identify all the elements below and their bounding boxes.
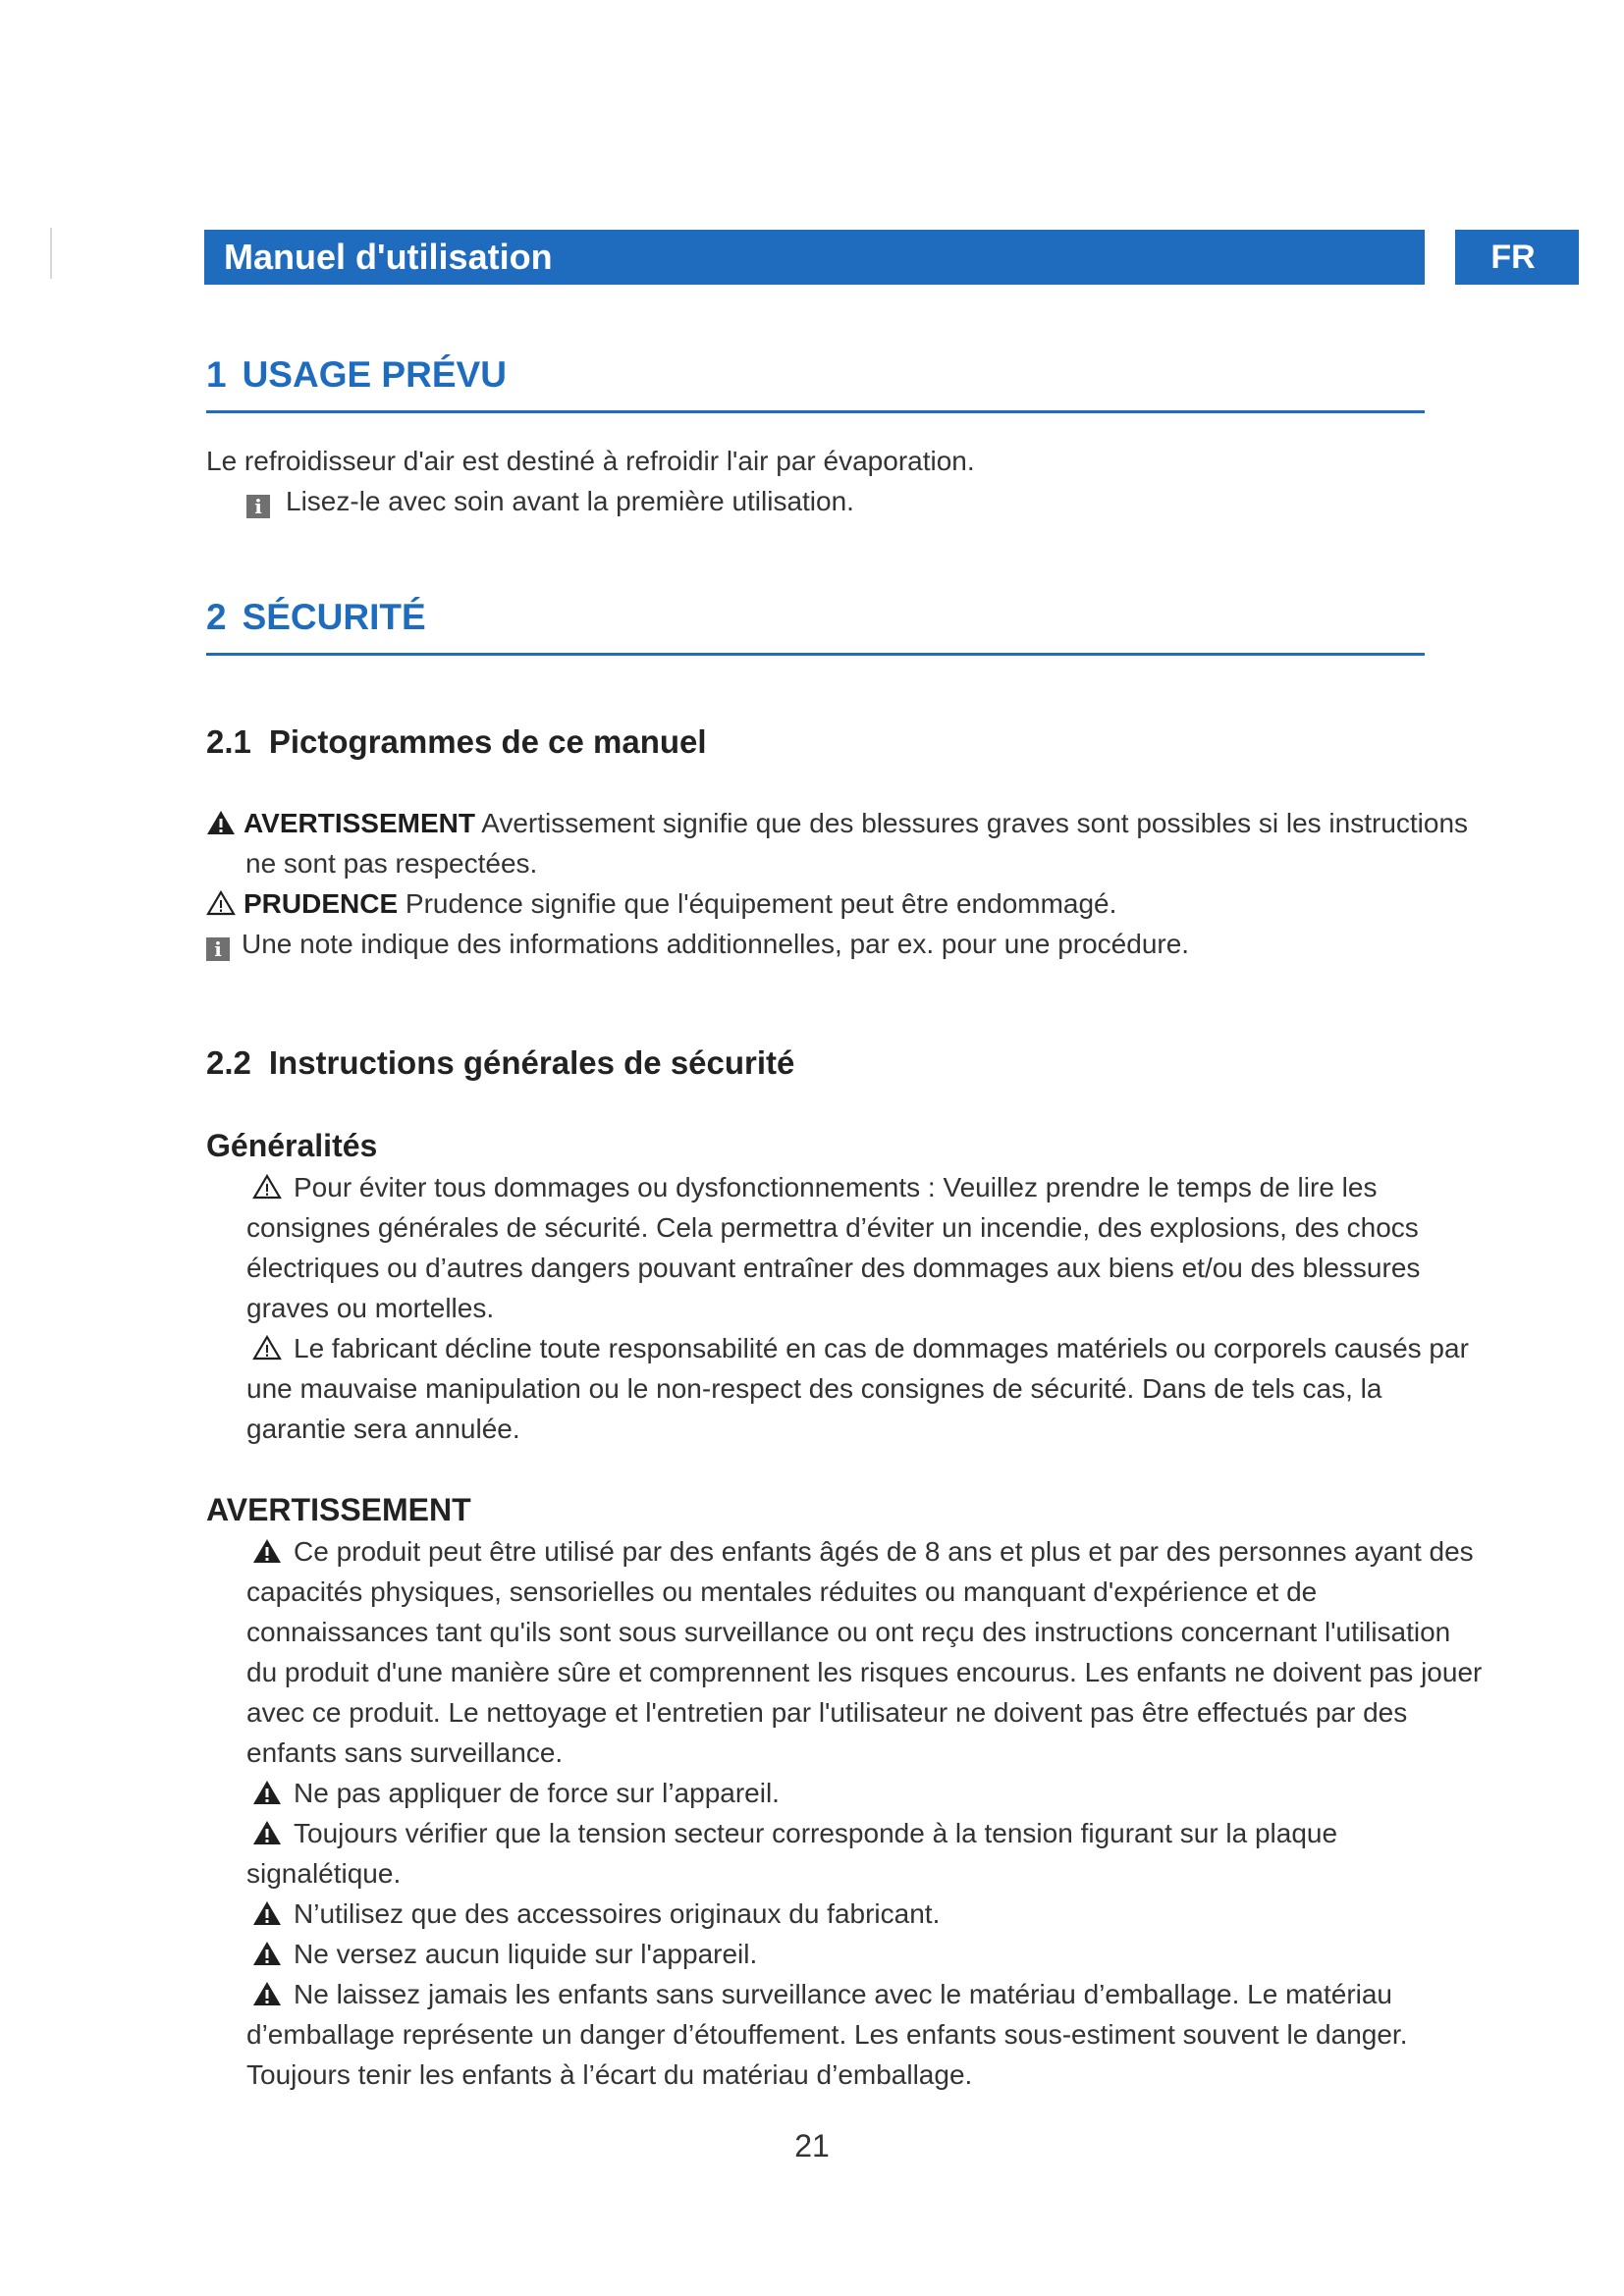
subsection-2-2-number: 2.2 — [206, 1044, 251, 1081]
warning-item-text: N’utilisez que des accessoires originaux du fabricant. — [294, 1898, 941, 1929]
section-2-title: SÉCURITÉ — [242, 597, 426, 637]
warning-item — [246, 1531, 1484, 1773]
info-icon: i — [206, 937, 230, 961]
caution-outline-icon — [206, 889, 236, 917]
section-1-text: Le refroidisseur d'air est destiné à refroidir l'air par évaporation. — [206, 446, 975, 476]
warning-heading: AVERTISSEMENT — [206, 1492, 471, 1527]
warning-filled-icon — [252, 1899, 282, 1927]
section-1-note-text: Lisez-le avec soin avant la première utilisation. — [286, 486, 854, 516]
caution-outline-icon — [252, 1334, 282, 1362]
pictogram-caution-definition — [206, 883, 1434, 924]
page-number: 21 — [794, 2128, 830, 2163]
caution-outline-icon — [252, 1173, 282, 1201]
general-paragraph-1-text: Pour éviter tous dommages ou dysfonctionnements : Veuillez prendre le temps de lire les consignes générales de sécurité. Cela permettra d’éviter un incendie, des explosions, des chocs électriques ou d’autres dangers pouvant entraîner des dommages aux biens et/ou des blessures graves ou mortelles. — [246, 1172, 1421, 1323]
subsection-2-1-heading — [206, 722, 707, 762]
warning-item — [246, 1974, 1484, 2095]
section-2-number: 2 — [206, 597, 227, 637]
warning-item — [246, 1773, 1484, 1813]
warning-item — [246, 1813, 1484, 1894]
warning-item-text: Ce produit peut être utilisé par des enfants âgés de 8 ans et plus et par des personnes ayant des capacités physiques, sensorielles ou mentales réduites ou manquant d'expérience et de connaissances tant qu'ils sont sous surveillance ou ont reçu des instructions concernant l'utilisation du produit d'une manière sûre et comprennent les risques encourus. Les enfants ne doivent pas jouer avec ce produit. Le nettoyage et l'entretien par l'utilisateur ne doivent pas être effectués par des enfants sans surveillance. — [246, 1536, 1483, 1768]
warning-filled-icon — [206, 809, 236, 836]
section-1-title: USAGE PRÉVU — [242, 354, 507, 395]
warning-label: AVERTISSEMENT — [244, 808, 475, 838]
warning-list — [246, 1531, 1484, 2095]
margin-mark — [50, 228, 52, 279]
general-paragraph-2-text: Le fabricant décline toute responsabilité en cas de dommages matériels ou corporels causés par une mauvaise manipulation ou le non-respect des consignes de sécurité. Dans de tels cas, la garantie sera annulée. — [246, 1333, 1469, 1444]
pictogram-warning-definition — [206, 803, 1473, 883]
general-paragraph-2 — [246, 1328, 1484, 1449]
general-heading: Généralités — [206, 1128, 378, 1163]
warning-definition-text: Avertissement signifie que des blessures graves sont possibles si les instructions ne sont pas respectées. — [245, 808, 1469, 879]
warning-item-text: Toujours vérifier que la tension secteur corresponde à la tension figurant sur la plaque signalétique. — [246, 1818, 1338, 1889]
general-paragraph-1 — [246, 1167, 1484, 1328]
warning-filled-icon — [252, 1940, 282, 1967]
info-icon: i — [246, 495, 270, 518]
warning-item — [246, 1934, 1484, 1974]
section-2-heading — [206, 596, 1425, 656]
caution-definition-text: Prudence signifie que l'équipement peut être endommagé. — [405, 888, 1117, 919]
subsection-2-2-heading — [206, 1043, 794, 1083]
warning-item-text: Ne versez aucun liquide sur l'appareil. — [294, 1939, 758, 1969]
section-1-number: 1 — [206, 354, 227, 395]
warning-filled-icon — [252, 1537, 282, 1565]
language-tab — [1455, 230, 1579, 285]
warning-item-text: Ne pas appliquer de force sur l’appareil. — [294, 1778, 780, 1808]
warning-item-text: Ne laissez jamais les enfants sans surveillance avec le matériau d’emballage. Le matériau d’emballage représente un danger d’étouffement. Les enfants sous-estiment souvent le danger. Toujours tenir les enfants à l’écart du matériau d’emballage. — [246, 1979, 1408, 2090]
warning-item — [246, 1894, 1484, 1934]
manual-header-bar — [204, 230, 1425, 285]
section-1-heading — [206, 353, 1425, 413]
note-definition-text: Une note indique des informations additionnelles, par ex. pour une procédure. — [242, 929, 1190, 959]
section-1-note — [246, 481, 1425, 521]
warning-filled-icon — [252, 1980, 282, 2007]
subsection-2-1-number: 2.1 — [206, 723, 251, 760]
subsection-2-1-title: Pictogrammes de ce manuel — [268, 723, 707, 760]
caution-label: PRUDENCE — [244, 888, 399, 919]
manual-title: Manuel d'utilisation — [224, 237, 553, 277]
warning-filled-icon — [252, 1779, 282, 1806]
pictogram-note-definition — [206, 924, 1434, 964]
subsection-2-2-title: Instructions générales de sécurité — [268, 1044, 795, 1081]
language-label: FR — [1490, 239, 1536, 276]
warning-filled-icon — [252, 1819, 282, 1846]
